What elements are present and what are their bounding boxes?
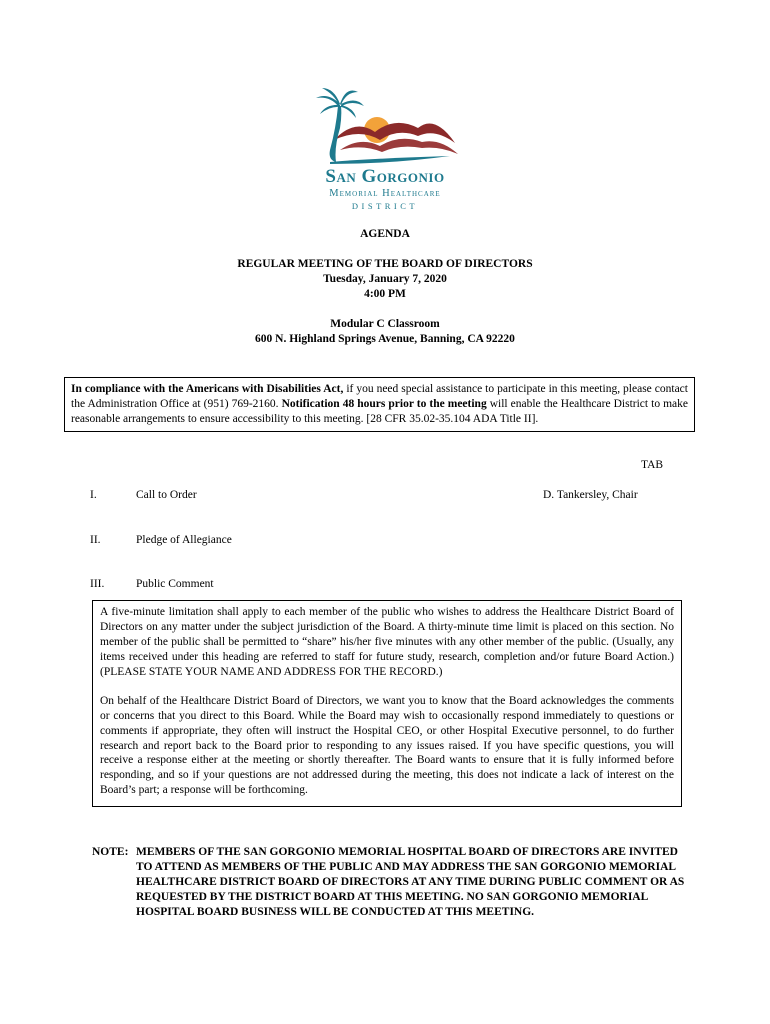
- ada-notice-bold-1: In compliance with the Americans with Disabilities Act,: [71, 383, 344, 395]
- item-3-title: Public Comment: [136, 578, 214, 590]
- meeting-date: Tuesday, January 7, 2020: [323, 273, 447, 285]
- agenda-title: AGENDA: [360, 228, 410, 240]
- ada-notice-box: [64, 377, 695, 432]
- palm-mountain-sun-icon: [300, 88, 470, 168]
- item-2-title: Pledge of Allegiance: [136, 534, 232, 546]
- logo-district: DISTRICT: [351, 201, 419, 211]
- district-logo: [300, 88, 470, 218]
- item-3-number: III.: [90, 578, 105, 590]
- tab-column-label: TAB: [641, 459, 664, 471]
- public-comment-paragraph-1: A five-minute limitation shall apply to each member of the public who wishes to address the Healthcare District Board of Directors on any matter under the subject jurisdiction of the Board. A thirty-minute time limit is placed on this section. No member of the public shall be permitted to “share” his/her five minutes with any other member of the public. (Usually, any items received under this heading are referred to staff for future study, research, completion and/or future Board Action.) (PLEASE STATE YOUR NAME AND ADDRESS FOR THE RECORD.): [100, 606, 674, 678]
- logo-subtitle: Memorial Healthcare: [329, 188, 441, 199]
- item-1-title: Call to Order: [136, 489, 197, 501]
- meeting-address: 600 N. Highland Springs Avenue, Banning, CA 92220: [255, 333, 515, 345]
- public-comment-paragraph-2: On behalf of the Healthcare District Board of Directors, we want you to know that the Board acknowledges the comments or concerns that you direct to this Board. While the Board may wish to occasionally respond immediately to questions or comments if appropriate, they often will instruct the Hospital CEO, or other Hospital Executive personnel, to do further research and report back to the Board prior to responding to any issues raised. If you have specific questions, you will receive a response either at the meeting or shortly thereafter. The Board wants to ensure that it is fully informed before responding, and so if your questions are not addressed during the meeting, this does not indicate a lack of interest on the Board’s part; a response will be forthcoming.: [100, 694, 674, 797]
- ada-notice-text-1: if you need special assistance to participate in this meeting, please contact the Administration Office at (951) 769-2160.: [71, 383, 688, 410]
- public-comment-box: [92, 600, 682, 807]
- item-1-presenter: D. Tankersley, Chair: [543, 489, 638, 501]
- meeting-location: Modular C Classroom: [330, 318, 440, 330]
- item-2-number: II.: [90, 534, 101, 546]
- ada-notice-bold-2: Notification 48 hours prior to the meeting: [281, 397, 487, 410]
- meeting-time: 4:00 PM: [364, 288, 406, 300]
- logo-name: San Gorgonio: [325, 166, 445, 187]
- note-text: MEMBERS OF THE SAN GORGONIO MEMORIAL HOSPITAL BOARD OF DIRECTORS ARE INVITED TO ATTEND AS MEMBERS OF THE PUBLIC AND MAY ADDRESS THE SAN GORGONIO MEMORIAL HEALTHCARE DISTRICT BOARD OF DIRECTORS AT ANY TIME DURING PUBLIC COMMENT OR AS REQUESTED BY THE DISTRICT BOARD AT THIS MEETING. NO SAN GORGONIO MEMORIAL HOSPITAL BOARD BUSINESS WILL BE CONDUCTED AT THIS MEETING.: [136, 846, 685, 918]
- meeting-title: REGULAR MEETING OF THE BOARD OF DIRECTORS: [237, 258, 533, 270]
- note-label: NOTE:: [92, 846, 129, 858]
- item-1-number: I.: [90, 489, 97, 501]
- ada-notice-text-2: will enable the Healthcare District to make reasonable arrangements to ensure accessibility to this meeting. [28 CFR 35.02-35.104 ADA Title II].: [71, 397, 688, 425]
